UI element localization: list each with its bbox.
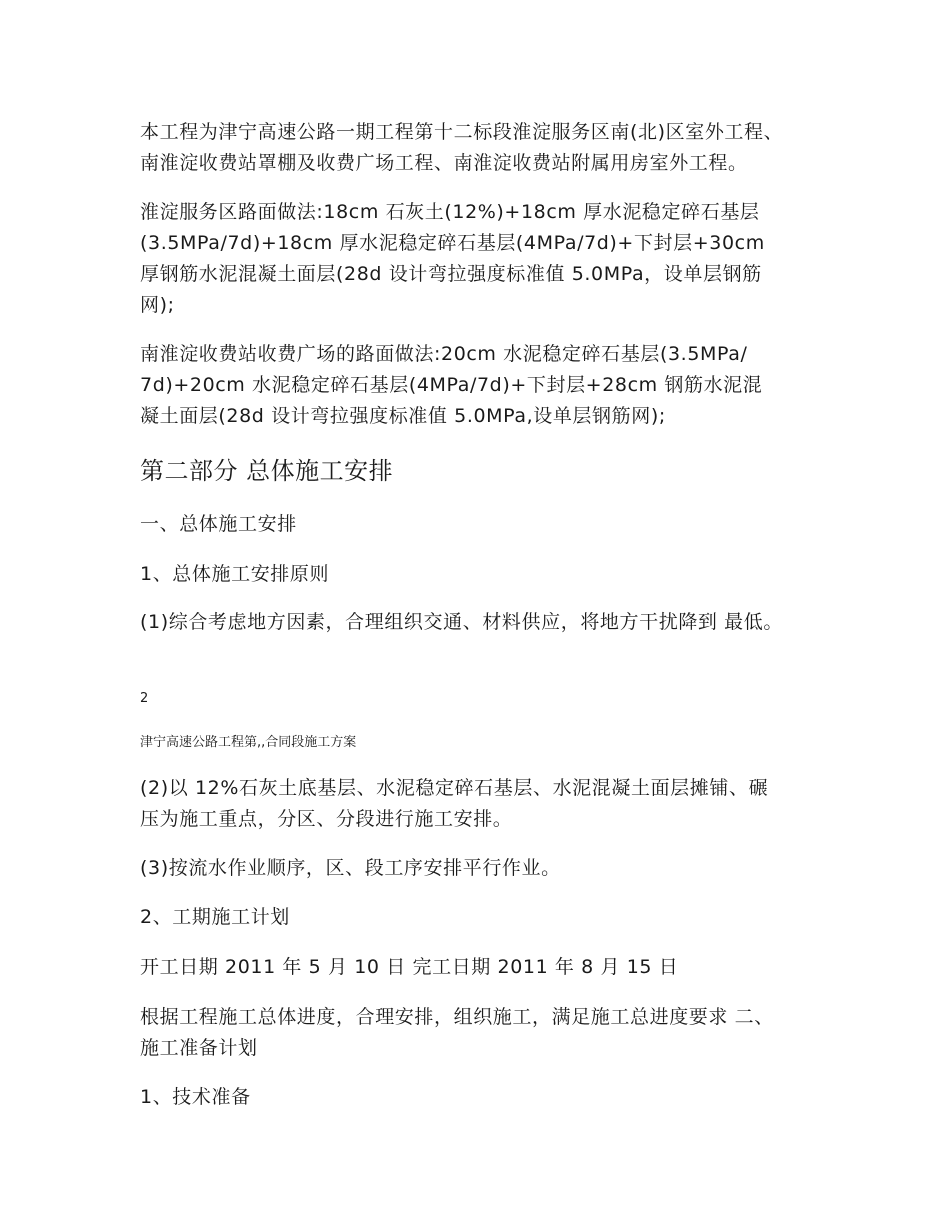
project-dates: 开工日期 2011 年 5 月 10 日 完工日期 2011 年 8 月 15 日 [140, 956, 679, 978]
service-area-paving-line-4: 网); [140, 294, 175, 316]
service-area-paving-line-3: 厚钢筋水泥混凝土面层(28d 设计弯拉强度标准值 5.0MPa，设单层钢筋 [140, 263, 762, 285]
service-area-paving-line-2: (3.5MPa/7d)+18cm 厚水泥稳定碎石基层(4MPa/7d)+下封层+30cm [140, 232, 765, 254]
principle-item-1: (1)综合考虑地方因素，合理组织交通、材料供应，将地方干扰降到 最低。 [140, 611, 783, 633]
section-one-heading: 一、总体施工安排 [140, 513, 297, 535]
intro-paragraph-line-2: 南淮淀收费站罩棚及收费广场工程、南淮淀收费站附属用房室外工程。 [140, 152, 748, 174]
subsection-principles-heading: 1、总体施工安排原则 [140, 563, 330, 585]
subsection-technical-prep-heading: 1、技术准备 [140, 1086, 251, 1108]
toll-plaza-paving-line-3: 凝土面层(28d 设计弯拉强度标准值 5.0MPa,设单层钢筋网); [140, 405, 666, 427]
principle-item-3: (3)按流水作业顺序，区、段工序安排平行作业。 [140, 857, 561, 879]
page-number: 2 [140, 691, 149, 706]
part-two-heading: 第二部分 总体施工安排 [140, 457, 394, 485]
intro-paragraph-line-1: 本工程为津宁高速公路一期工程第十二标段淮淀服务区南(北)区室外工程、 [140, 121, 784, 143]
subsection-schedule-heading: 2、工期施工计划 [140, 906, 290, 928]
principle-item-2-line-2: 压为施工重点，分区、分段进行施工安排。 [140, 808, 513, 830]
principle-item-2-line-1: (2)以 12%石灰土底基层、水泥稳定碎石基层、水泥混凝土面层摊铺、碾 [140, 777, 769, 799]
service-area-paving-line-1: 淮淀服务区路面做法:18cm 石灰土(12%)+18cm 厚水泥稳定碎石基层 [140, 201, 760, 223]
toll-plaza-paving-line-2: 7d)+20cm 水泥稳定碎石基层(4MPa/7d)+下封层+28cm 钢筋水泥混 [140, 374, 763, 396]
schedule-paragraph-line-1: 根据工程施工总体进度，合理安排，组织施工，满足施工总进度要求 二、 [140, 1006, 774, 1028]
toll-plaza-paving-line-1: 南淮淀收费站收费广场的路面做法:20cm 水泥稳定碎石基层(3.5MPa/ [140, 343, 748, 365]
running-header: 津宁高速公路工程第,,合同段施工方案 [140, 735, 357, 750]
schedule-paragraph-line-2: 施工准备计划 [140, 1037, 258, 1059]
